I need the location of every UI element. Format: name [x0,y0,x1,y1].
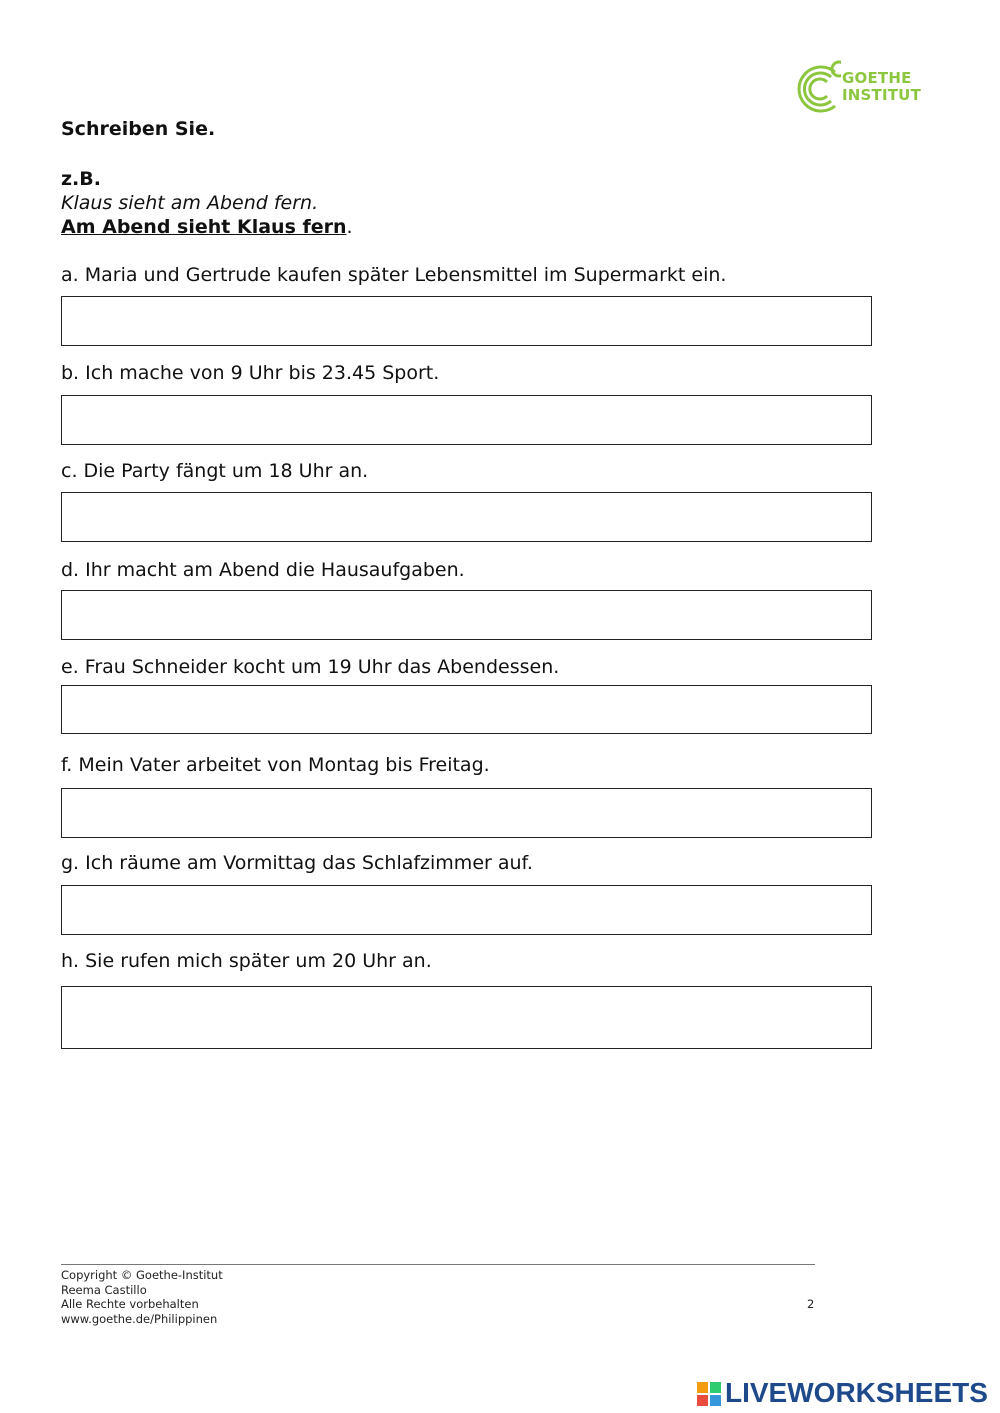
answer-box-e[interactable] [61,685,872,734]
logo-line-1: GOETHE [842,69,912,87]
footer-author: Reema Castillo [61,1282,147,1297]
question-d: d. Ihr macht am Abend die Hausaufgaben. [61,559,465,581]
liveworksheets-brand [697,1377,997,1411]
example-answer-text: Am Abend sieht Klaus fern [61,216,347,238]
page-number: 2 [807,1297,815,1311]
question-g: g. Ich räume am Vormittag das Schlafzimmer auf. [61,852,533,874]
answer-box-b[interactable] [61,395,872,445]
liveworksheets-logo-icon [697,1382,721,1406]
example-answer [61,216,353,238]
logo-line-2: INSTITUT [842,86,921,104]
question-f: f. Mein Vater arbeitet von Montag bis Freitag. [61,754,490,776]
answer-box-a[interactable] [61,296,872,346]
answer-box-f[interactable] [61,788,872,838]
footer-website: www.goethe.de/Philippinen [61,1311,218,1326]
goethe-logo-icon [795,58,841,124]
answer-box-d[interactable] [61,590,872,640]
instruction-heading: Schreiben Sie. [61,118,216,140]
question-a: a. Maria und Gertrude kaufen später Lebensmittel im Supermarkt ein. [61,264,727,286]
example-label: z.B. [61,168,101,190]
answer-box-h[interactable] [61,986,872,1049]
answer-box-g[interactable] [61,885,872,935]
question-c: c. Die Party fängt um 18 Uhr an. [61,460,369,482]
question-b: b. Ich mache von 9 Uhr bis 23.45 Sport. [61,362,440,384]
footer [61,1268,223,1326]
answer-box-c[interactable] [61,492,872,542]
question-e: e. Frau Schneider kocht um 19 Uhr das Abendessen. [61,656,560,678]
goethe-institut-logo [795,58,945,124]
question-h: h. Sie rufen mich später um 20 Uhr an. [61,950,432,972]
example-sentence: Klaus sieht am Abend fern. [61,192,319,214]
footer-copyright: Copyright © Goethe-Institut [61,1268,223,1282]
footer-rights: Alle Rechte vorbehalten [61,1297,199,1311]
footer-divider [61,1264,815,1265]
liveworksheets-wordmark: LIVEWORKSHEETS [725,1377,988,1408]
example-answer-punct: . [346,216,353,238]
